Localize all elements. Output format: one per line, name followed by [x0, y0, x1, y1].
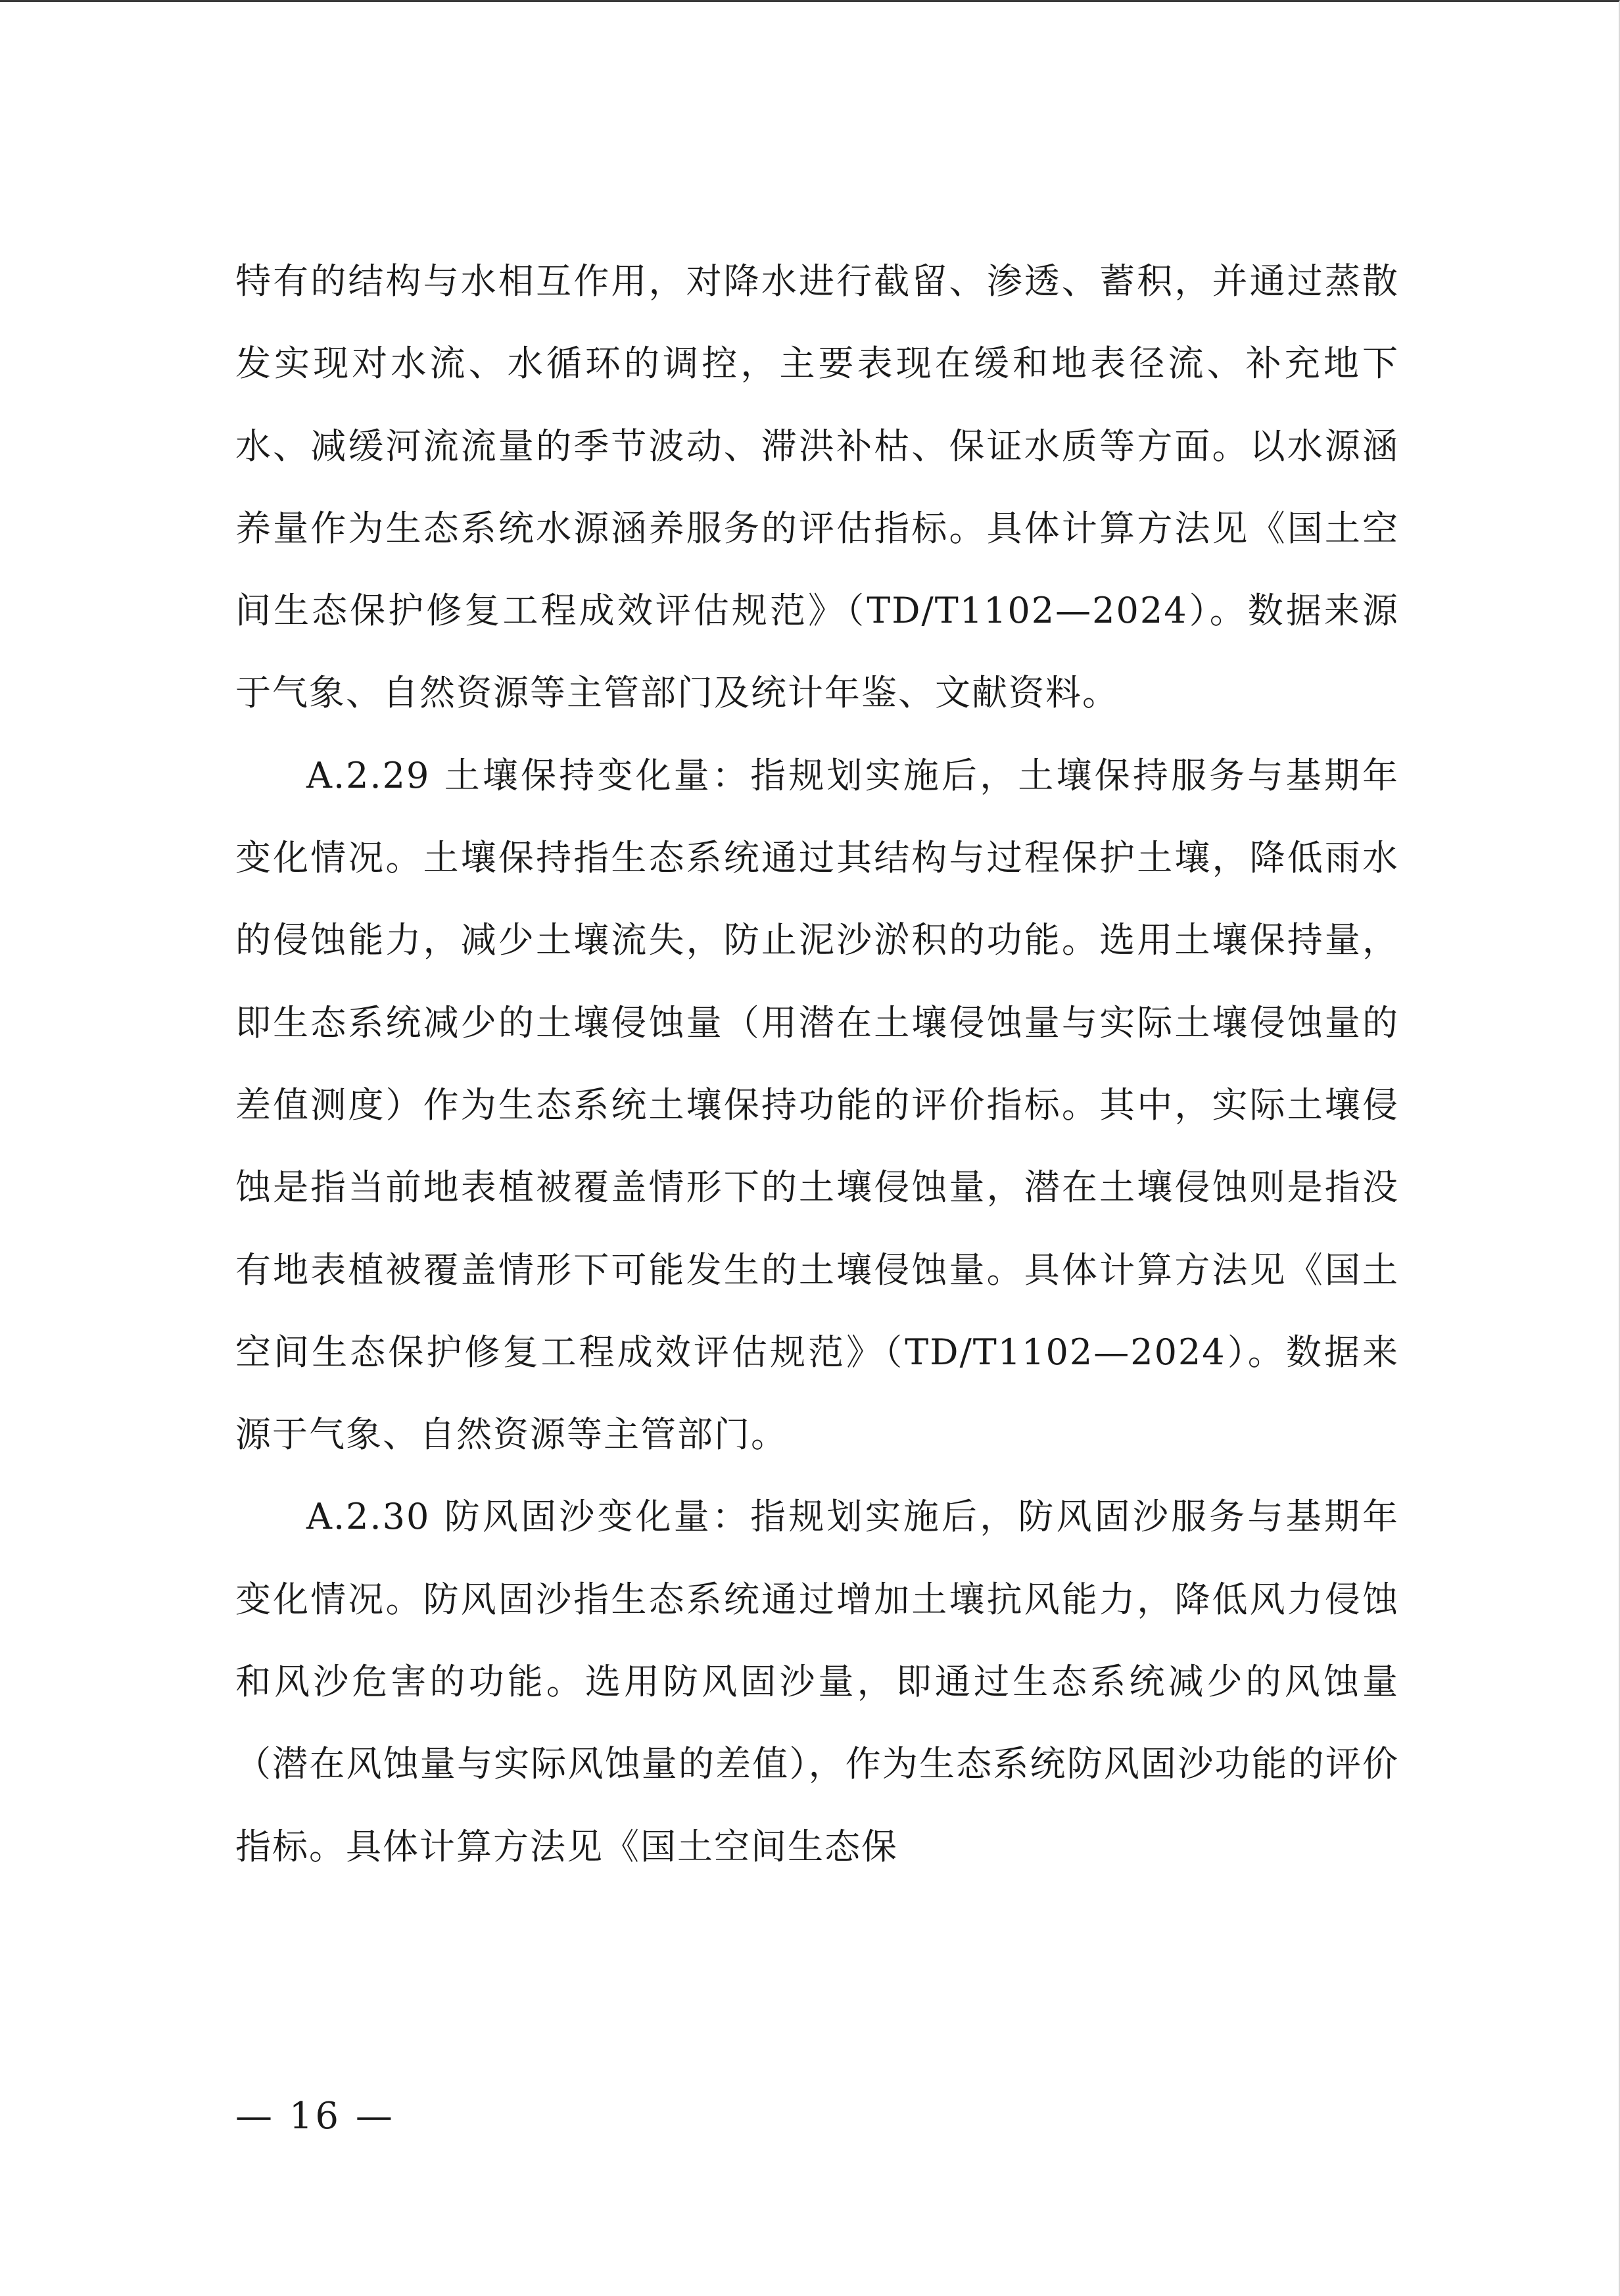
page-number: — 16 —: [235, 2095, 395, 2138]
paragraph-a-2-30: A.2.30 防风固沙变化量：指规划实施后，防风固沙服务与基期年变化情况。防风固沙指生态系统通过增加土壤抗风能力，降低风力侵蚀和风沙危害的功能。选用防风固沙量，即通过生态系统减少的风蚀量（潜在风蚀量与实际风蚀量的差值），作为生态系统防风固沙功能的评价指标。具体计算方法见《国土空间生态保: [235, 1496, 1399, 1867]
paragraph-continuation: 特有的结构与水相互作用，对降水进行截留、渗透、蓄积，并通过蒸散发实现对水流、水循环的调控，主要表现在缓和地表径流、补充地下水、减缓河流流量的季节波动、滞洪补枯、保证水质等方面。以水源涵养量作为生态系统水源涵养服务的评估指标。具体计算方法见《国土空间生态保护修复工程成效评估规范》（TD/T1102—2024）。数据来源于气象、自然资源等主管部门及统计年鉴、文献资料。: [235, 260, 1399, 714]
document-body: [235, 240, 1399, 1888]
paragraph-a-2-29: A.2.29 土壤保持变化量：指规划实施后，土壤保持服务与基期年变化情况。土壤保持指生态系统通过其结构与过程保护土壤，降低雨水的侵蚀能力，减少土壤流失，防止泥沙淤积的功能。选用土壤保持量，即生态系统减少的土壤侵蚀量（用潜在土壤侵蚀量与实际土壤侵蚀量的差值测度）作为生态系统土壤保持功能的评价指标。其中，实际土壤侵蚀是指当前地表植被覆盖情形下的土壤侵蚀量，潜在土壤侵蚀则是指没有地表植被覆盖情形下可能发生的土壤侵蚀量。具体计算方法见《国土空间生态保护修复工程成效评估规范》（TD/T1102—2024）。数据来源于气象、自然资源等主管部门。: [235, 754, 1399, 1456]
